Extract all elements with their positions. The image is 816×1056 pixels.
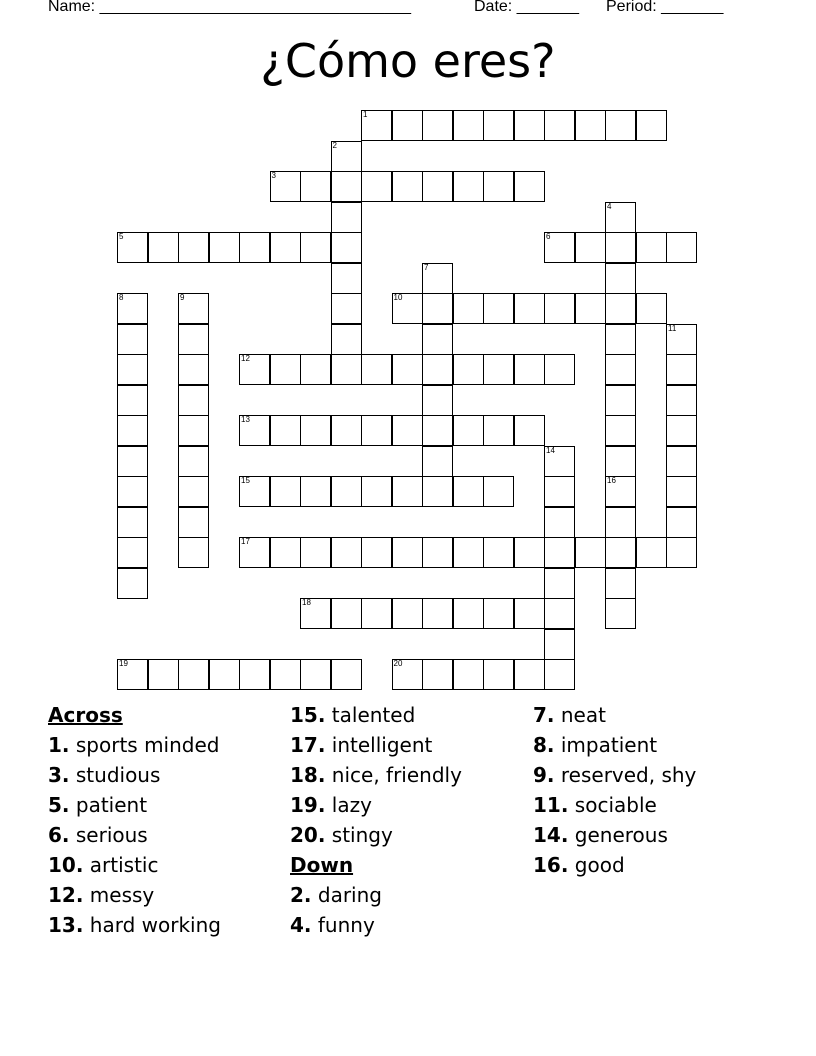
crossword-cell[interactable] — [361, 171, 392, 202]
crossword-cell[interactable] — [544, 232, 575, 263]
clue-number: 14 — [546, 445, 555, 455]
crossword-cell[interactable] — [605, 476, 636, 507]
crossword-cell[interactable] — [483, 110, 514, 141]
crossword-cell[interactable] — [300, 232, 331, 263]
down-heading: Down — [290, 853, 354, 877]
crossword-cell[interactable] — [270, 171, 301, 202]
crossword-cell[interactable] — [605, 507, 636, 538]
crossword-cell[interactable] — [178, 446, 209, 477]
crossword-cell[interactable] — [331, 232, 362, 263]
crossword-cell[interactable] — [453, 659, 484, 690]
name-field[interactable]: Name: ___________________________________ — [48, 0, 412, 15]
crossword-cell[interactable] — [300, 659, 331, 690]
crossword-cell[interactable] — [392, 476, 423, 507]
crossword-cell[interactable] — [117, 293, 148, 324]
crossword-cell[interactable] — [148, 659, 179, 690]
clue-down-9: 9. reserved, shy — [533, 763, 697, 787]
clue-down-4: 4. funny — [290, 913, 375, 937]
crossword-cell[interactable] — [270, 415, 301, 446]
crossword-cell[interactable] — [575, 232, 606, 263]
crossword-cell[interactable] — [544, 354, 575, 385]
crossword-cell[interactable] — [361, 598, 392, 629]
crossword-cell[interactable] — [666, 385, 697, 416]
crossword-cell[interactable] — [483, 598, 514, 629]
crossword-cell[interactable] — [605, 354, 636, 385]
crossword-cell[interactable] — [392, 598, 423, 629]
crossword-cell[interactable] — [666, 507, 697, 538]
crossword-cell[interactable] — [453, 293, 484, 324]
clue-number: 15 — [241, 476, 250, 485]
crossword-cell[interactable] — [239, 415, 270, 446]
crossword-cell[interactable] — [514, 171, 545, 202]
crossword-cell[interactable] — [605, 415, 636, 446]
crossword-cell[interactable] — [422, 385, 453, 416]
crossword-cell[interactable] — [331, 415, 362, 446]
crossword-cell[interactable] — [422, 537, 453, 568]
crossword-cell[interactable] — [544, 659, 575, 690]
crossword-cell[interactable] — [361, 415, 392, 446]
crossword-cell[interactable] — [331, 598, 362, 629]
crossword-cell[interactable] — [636, 232, 667, 263]
crossword-cell[interactable] — [178, 232, 209, 263]
crossword-cell[interactable] — [422, 446, 453, 477]
clue-across-18: 18. nice, friendly — [290, 763, 462, 787]
clue-number: 20 — [393, 659, 403, 668]
crossword-cell[interactable] — [453, 354, 484, 385]
crossword-cell[interactable] — [605, 110, 636, 141]
crossword-cell[interactable] — [422, 659, 453, 690]
clue-across-1: 1. sports minded — [48, 733, 220, 757]
clue-across-13: 13. hard working — [48, 913, 221, 937]
clue-down-11: 11. sociable — [533, 793, 657, 817]
clue-across-3: 3. studious — [48, 763, 161, 787]
crossword-cell[interactable] — [331, 537, 362, 568]
clue-number: 3 — [271, 171, 276, 180]
clue-across-6: 6. serious — [48, 823, 148, 847]
clue-down-16: 16. good — [533, 853, 625, 877]
crossword-cell[interactable] — [422, 293, 453, 324]
clue-down-8: 8. impatient — [533, 733, 658, 757]
crossword-cell[interactable] — [605, 385, 636, 416]
crossword-cell[interactable] — [117, 324, 148, 355]
crossword-cell[interactable] — [636, 293, 667, 324]
crossword-cell[interactable] — [117, 476, 148, 507]
crossword-cell[interactable] — [575, 110, 606, 141]
crossword-cell[interactable] — [636, 110, 667, 141]
crossword-cell[interactable] — [605, 598, 636, 629]
clue-across-10: 10. artistic — [48, 853, 159, 877]
crossword-cell[interactable] — [544, 507, 575, 538]
clue-number: 9 — [180, 293, 185, 302]
clue-number: 18 — [302, 598, 311, 607]
crossword-cell[interactable] — [544, 110, 575, 141]
crossword-cell[interactable] — [331, 324, 362, 355]
crossword-cell[interactable] — [544, 446, 575, 477]
crossword-cell[interactable] — [422, 263, 453, 294]
crossword-cell[interactable] — [270, 476, 301, 507]
clue-down-2: 2. daring — [290, 883, 382, 907]
clues-column-3 — [533, 700, 696, 880]
crossword-cell[interactable] — [514, 415, 545, 446]
crossword-cell[interactable] — [636, 537, 667, 568]
crossword-cell[interactable] — [300, 598, 331, 629]
crossword-cell[interactable] — [514, 537, 545, 568]
crossword-cell[interactable] — [209, 232, 240, 263]
crossword-cell[interactable] — [514, 293, 545, 324]
crossword-cell[interactable] — [666, 446, 697, 477]
crossword-cell[interactable] — [392, 293, 423, 324]
crossword-cell[interactable] — [666, 324, 697, 355]
crossword-cell[interactable] — [361, 476, 392, 507]
crossword-cell[interactable] — [361, 537, 392, 568]
crossword-cell[interactable] — [422, 598, 453, 629]
crossword-cell[interactable] — [331, 293, 362, 324]
crossword-cell[interactable] — [514, 354, 545, 385]
crossword-cell[interactable] — [605, 263, 636, 294]
crossword-cell[interactable] — [178, 537, 209, 568]
crossword-cell[interactable] — [300, 476, 331, 507]
crossword-cell[interactable] — [300, 171, 331, 202]
crossword-cell[interactable] — [209, 659, 240, 690]
clue-across-15: 15. talented — [290, 703, 416, 727]
crossword-cell[interactable] — [117, 446, 148, 477]
crossword-cell[interactable] — [422, 110, 453, 141]
crossword-cell[interactable] — [331, 476, 362, 507]
crossword-cell[interactable] — [392, 171, 423, 202]
clue-number: 5 — [119, 232, 124, 241]
clues-column-1 — [48, 700, 221, 940]
clue-number: 11 — [668, 323, 677, 333]
crossword-cell[interactable] — [666, 476, 697, 507]
crossword-cell[interactable] — [666, 415, 697, 446]
crossword-cell[interactable] — [117, 354, 148, 385]
crossword-cell[interactable] — [270, 354, 301, 385]
clue-number: 17 — [241, 537, 250, 546]
clue-number: 1 — [363, 110, 368, 119]
crossword-cell[interactable] — [331, 202, 362, 233]
crossword-cell[interactable] — [239, 659, 270, 690]
crossword-cell[interactable] — [605, 202, 636, 233]
crossword-cell[interactable] — [453, 110, 484, 141]
crossword-cell[interactable] — [178, 293, 209, 324]
crossword-cell[interactable] — [514, 598, 545, 629]
crossword-cell[interactable] — [361, 354, 392, 385]
crossword-cell[interactable] — [544, 629, 575, 660]
clue-across-19: 19. lazy — [290, 793, 372, 817]
crossword-cell[interactable] — [331, 263, 362, 294]
crossword-cell[interactable] — [117, 415, 148, 446]
clues-column-2 — [290, 700, 462, 940]
crossword-cell[interactable] — [392, 110, 423, 141]
crossword-cell[interactable] — [575, 293, 606, 324]
crossword-cell[interactable] — [270, 659, 301, 690]
crossword-cell[interactable] — [605, 232, 636, 263]
crossword-cell[interactable] — [483, 537, 514, 568]
crossword-cell[interactable] — [392, 415, 423, 446]
crossword-cell[interactable] — [300, 415, 331, 446]
crossword-cell[interactable] — [117, 385, 148, 416]
clue-number: 12 — [241, 354, 250, 363]
period-field[interactable]: Period: _______ — [606, 0, 724, 15]
crossword-cell[interactable] — [453, 598, 484, 629]
crossword-cell[interactable] — [178, 659, 209, 690]
across-heading: Across — [48, 703, 123, 727]
crossword-cell[interactable] — [422, 324, 453, 355]
clue-across-20: 20. stingy — [290, 823, 393, 847]
crossword-cell[interactable] — [483, 476, 514, 507]
crossword-cell[interactable] — [666, 537, 697, 568]
crossword-cell[interactable] — [666, 232, 697, 263]
clue-number: 2 — [332, 140, 337, 150]
crossword-cell[interactable] — [117, 568, 148, 599]
crossword-cell[interactable] — [483, 354, 514, 385]
crossword-cell[interactable] — [453, 476, 484, 507]
clue-number: 19 — [119, 659, 128, 668]
crossword-cell[interactable] — [483, 415, 514, 446]
crossword-cell[interactable] — [331, 354, 362, 385]
clue-across-12: 12. messy — [48, 883, 155, 907]
crossword-cell[interactable] — [178, 385, 209, 416]
crossword-cell[interactable] — [514, 110, 545, 141]
crossword-cell[interactable] — [605, 537, 636, 568]
crossword-cell[interactable] — [605, 293, 636, 324]
clue-across-5: 5. patient — [48, 793, 148, 817]
crossword-cell[interactable] — [422, 354, 453, 385]
crossword-cell[interactable] — [605, 568, 636, 599]
crossword-cell[interactable] — [605, 324, 636, 355]
clue-number: 6 — [546, 232, 551, 241]
crossword-cell[interactable] — [178, 324, 209, 355]
crossword-cell[interactable] — [544, 537, 575, 568]
clue-across-17: 17. intelligent — [290, 733, 433, 757]
crossword-cell[interactable] — [483, 659, 514, 690]
crossword-cell[interactable] — [392, 354, 423, 385]
crossword-cell[interactable] — [483, 293, 514, 324]
crossword-cell[interactable] — [422, 415, 453, 446]
crossword-cell[interactable] — [514, 659, 545, 690]
crossword-cell[interactable] — [544, 476, 575, 507]
clue-number: 16 — [607, 476, 616, 485]
crossword-cell[interactable] — [483, 171, 514, 202]
clue-down-14: 14. generous — [533, 823, 668, 847]
crossword-cell[interactable] — [392, 659, 423, 690]
crossword-cell[interactable] — [239, 537, 270, 568]
crossword-cell[interactable] — [544, 598, 575, 629]
crossword-cell[interactable] — [178, 354, 209, 385]
crossword-cell[interactable] — [300, 354, 331, 385]
crossword-cell[interactable] — [544, 293, 575, 324]
crossword-cell[interactable] — [422, 171, 453, 202]
clue-number: 4 — [607, 201, 612, 211]
crossword-cell[interactable] — [117, 507, 148, 538]
crossword-cell[interactable] — [117, 537, 148, 568]
crossword-cell[interactable] — [575, 537, 606, 568]
clue-number: 13 — [241, 415, 250, 424]
crossword-cell[interactable] — [605, 446, 636, 477]
clue-number: 7 — [424, 262, 429, 272]
crossword-cell[interactable] — [453, 171, 484, 202]
crossword-cell[interactable] — [666, 354, 697, 385]
crossword-cell[interactable] — [270, 537, 301, 568]
crossword-cell[interactable] — [453, 415, 484, 446]
crossword-cell[interactable] — [239, 232, 270, 263]
crossword-cell[interactable] — [453, 537, 484, 568]
crossword-cell[interactable] — [117, 659, 148, 690]
clue-down-7: 7. neat — [533, 703, 606, 727]
crossword-cell[interactable] — [117, 232, 148, 263]
crossword-cell[interactable] — [239, 476, 270, 507]
crossword-cell[interactable] — [544, 568, 575, 599]
crossword-cell[interactable] — [178, 415, 209, 446]
crossword-cell[interactable] — [422, 476, 453, 507]
crossword-cell[interactable] — [331, 659, 362, 690]
clue-number: 8 — [119, 293, 124, 302]
crossword-cell[interactable] — [148, 232, 179, 263]
crossword-cell[interactable] — [392, 537, 423, 568]
crossword-cell[interactable] — [270, 232, 301, 263]
page-title: ¿Cómo eres? — [260, 34, 556, 88]
crossword-cell[interactable] — [331, 171, 362, 202]
crossword-cell[interactable] — [331, 141, 362, 172]
date-field[interactable]: Date: _______ — [474, 0, 579, 15]
crossword-cell[interactable] — [361, 110, 392, 141]
crossword-cell[interactable] — [178, 507, 209, 538]
clue-number: 10 — [393, 293, 403, 302]
crossword-cell[interactable] — [239, 354, 270, 385]
crossword-cell[interactable] — [178, 476, 209, 507]
crossword-cell[interactable] — [300, 537, 331, 568]
